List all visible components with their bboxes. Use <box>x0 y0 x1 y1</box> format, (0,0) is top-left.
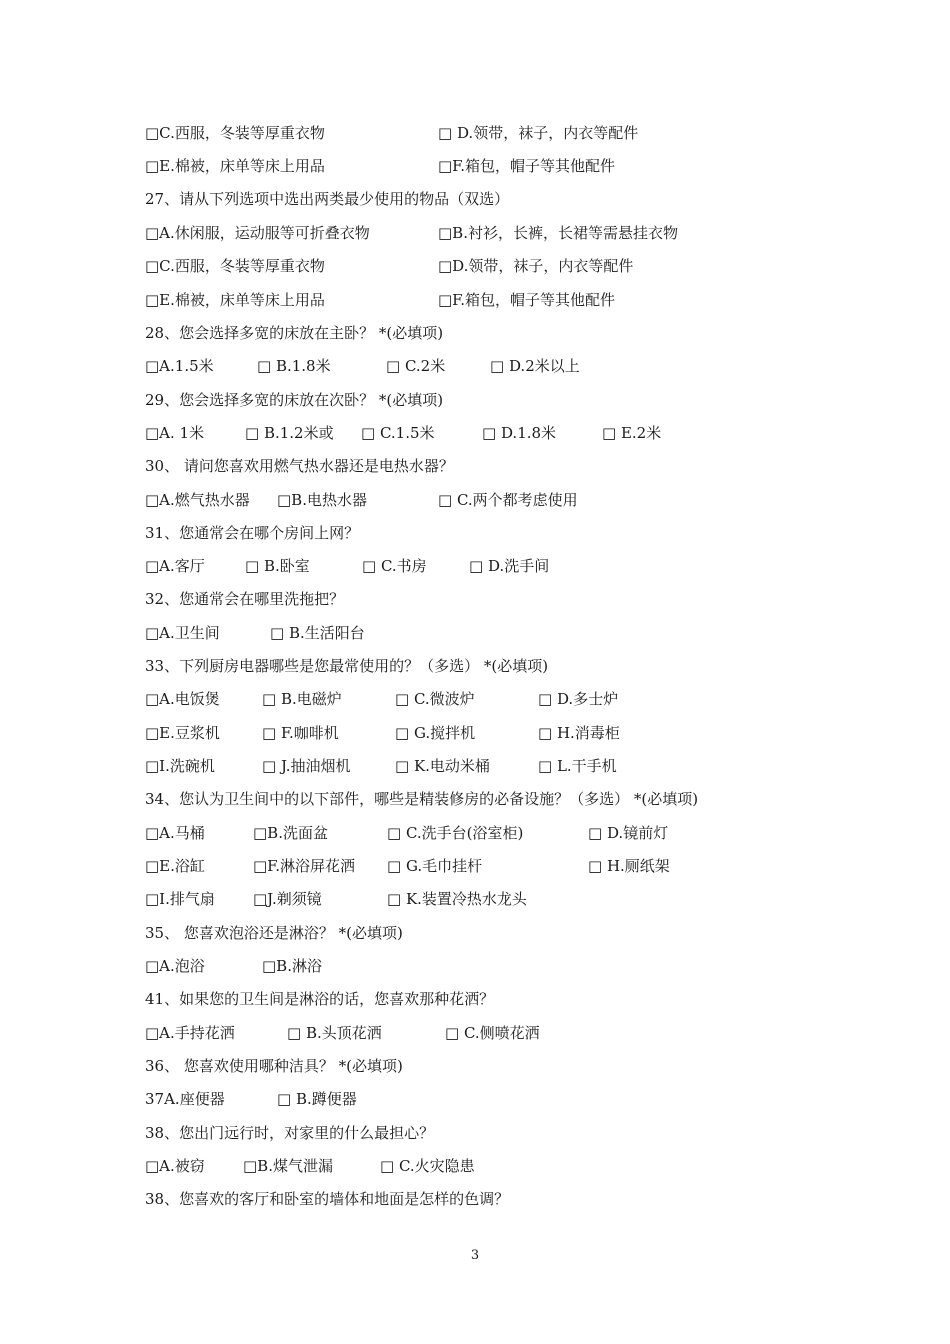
checkbox-option[interactable]: □A.客厅 <box>145 557 205 575</box>
question-text: 38、您出门远行时，对家里的什么最担心？ <box>145 1124 435 1142</box>
checkbox-option[interactable]: □ B.卧室 <box>245 557 310 575</box>
checkbox-option[interactable]: □ D.2米以上 <box>490 357 580 375</box>
question-text: 35、 您喜欢泡浴还是淋浴？ *(必填项) <box>145 924 403 942</box>
checkbox-option[interactable]: □ B.生活阳台 <box>270 624 365 642</box>
question-text: 41、如果您的卫生间是淋浴的话，您喜欢那种花洒？ <box>145 990 495 1008</box>
checkbox-option[interactable]: □B.电热水器 <box>277 491 367 509</box>
checkbox-option[interactable]: □E.棉被，床单等床上用品 <box>145 157 325 175</box>
checkbox-option[interactable]: □ J.抽油烟机 <box>262 757 351 775</box>
checkbox-option[interactable]: □F.淋浴屏花洒 <box>253 857 356 875</box>
checkbox-option[interactable]: □F.箱包，帽子等其他配件 <box>438 157 616 175</box>
checkbox-option[interactable]: □A.电饭煲 <box>145 690 220 708</box>
question-text: 29、您会选择多宽的床放在次卧？ *(必填项) <box>145 391 444 409</box>
question-text: 38、您喜欢的客厅和卧室的墙体和地面是怎样的色调？ <box>145 1190 510 1208</box>
checkbox-option[interactable]: □ C.2米 <box>386 357 446 375</box>
checkbox-option[interactable]: □C.西服，冬装等厚重衣物 <box>145 124 325 142</box>
checkbox-option[interactable]: □B.洗面盆 <box>253 824 328 842</box>
checkbox-option[interactable]: □ C.书房 <box>362 557 427 575</box>
checkbox-option[interactable]: □ E.2米 <box>602 424 662 442</box>
checkbox-option[interactable]: □A. 1米 <box>145 424 205 442</box>
checkbox-option[interactable]: □ F.咖啡机 <box>262 724 339 742</box>
checkbox-option[interactable]: □ G.搅拌机 <box>395 724 476 742</box>
checkbox-option[interactable]: □A.被窃 <box>145 1157 205 1175</box>
checkbox-option[interactable]: □ B.头顶花洒 <box>287 1024 382 1042</box>
question-text: 32、您通常会在哪里洗拖把？ <box>145 590 345 608</box>
checkbox-option[interactable]: □A.手持花洒 <box>145 1024 235 1042</box>
checkbox-option[interactable]: □ C.两个都考虑使用 <box>438 491 578 509</box>
checkbox-option[interactable]: □ C.洗手台(浴室柜) <box>387 824 524 842</box>
checkbox-option[interactable]: □A.马桶 <box>145 824 205 842</box>
checkbox-option[interactable]: □A.燃气热水器 <box>145 491 250 509</box>
question-text: 34、您认为卫生间中的以下部件，哪些是精装修房的必备设施？（多选） *(必填项) <box>145 790 699 808</box>
question-text: 27、请从下列选项中选出两类最少使用的物品（双选） <box>145 190 510 208</box>
checkbox-option[interactable]: □A.泡浴 <box>145 957 205 975</box>
question-text: 36、 您喜欢使用哪种洁具？ *(必填项) <box>145 1057 403 1075</box>
checkbox-option[interactable]: □ C.火灾隐患 <box>380 1157 475 1175</box>
checkbox-option[interactable]: 37A.座便器 <box>145 1090 225 1108</box>
checkbox-option[interactable]: □ H.消毒柜 <box>538 724 620 742</box>
checkbox-option[interactable]: □ C.1.5米 <box>361 424 435 442</box>
checkbox-option[interactable]: □B.煤气泄漏 <box>243 1157 333 1175</box>
checkbox-option[interactable]: □ C.微波炉 <box>395 690 475 708</box>
checkbox-option[interactable]: □F.箱包，帽子等其他配件 <box>438 291 616 309</box>
question-text: 30、 请问您喜欢用燃气热水器还是电热水器？ <box>145 457 454 475</box>
checkbox-option[interactable]: □E.棉被，床单等床上用品 <box>145 291 325 309</box>
checkbox-option[interactable]: □C.西服，冬装等厚重衣物 <box>145 257 325 275</box>
checkbox-option[interactable]: □ B.电磁炉 <box>262 690 342 708</box>
checkbox-option[interactable]: □I.排气扇 <box>145 890 215 908</box>
question-text: 31、您通常会在哪个房间上网？ <box>145 524 360 542</box>
checkbox-option[interactable]: □ G.毛巾挂杆 <box>387 857 483 875</box>
question-text: 33、下列厨房电器哪些是您最常使用的？（多选） *(必填项) <box>145 657 549 675</box>
checkbox-option[interactable]: □ D.领带，袜子，内衣等配件 <box>438 124 639 142</box>
checkbox-option[interactable]: □E.浴缸 <box>145 857 205 875</box>
checkbox-option[interactable]: □A.1.5米 <box>145 357 214 375</box>
checkbox-option[interactable]: □ H.厕纸架 <box>588 857 670 875</box>
checkbox-option[interactable]: □ K.装置冷热水龙头 <box>387 890 527 908</box>
checkbox-option[interactable]: □ B.蹲便器 <box>277 1090 357 1108</box>
checkbox-option[interactable]: □ L.干手机 <box>538 757 617 775</box>
page-number: 3 <box>470 1248 480 1263</box>
checkbox-option[interactable]: □J.剃须镜 <box>253 890 322 908</box>
checkbox-option[interactable]: □ K.电动米桶 <box>395 757 490 775</box>
checkbox-option[interactable]: □A.卫生间 <box>145 624 220 642</box>
checkbox-option[interactable]: □A.休闲服，运动服等可折叠衣物 <box>145 224 370 242</box>
checkbox-option[interactable]: □I.洗碗机 <box>145 757 215 775</box>
checkbox-option[interactable]: □ D.多士炉 <box>538 690 619 708</box>
checkbox-option[interactable]: □ B.1.2米或 <box>245 424 334 442</box>
checkbox-option[interactable]: □E.豆浆机 <box>145 724 220 742</box>
checkbox-option[interactable]: □ C.侧喷花洒 <box>445 1024 540 1042</box>
checkbox-option[interactable]: □B.衬衫，长裤，长裙等需悬挂衣物 <box>438 224 678 242</box>
checkbox-option[interactable]: □ D.洗手间 <box>469 557 550 575</box>
checkbox-option[interactable]: □B.淋浴 <box>262 957 322 975</box>
checkbox-option[interactable]: □ D.1.8米 <box>482 424 557 442</box>
checkbox-option[interactable]: □D.领带，袜子，内衣等配件 <box>438 257 634 275</box>
checkbox-option[interactable]: □ D.镜前灯 <box>588 824 669 842</box>
checkbox-option[interactable]: □ B.1.8米 <box>257 357 331 375</box>
question-text: 28、您会选择多宽的床放在主卧？ *(必填项) <box>145 324 444 342</box>
